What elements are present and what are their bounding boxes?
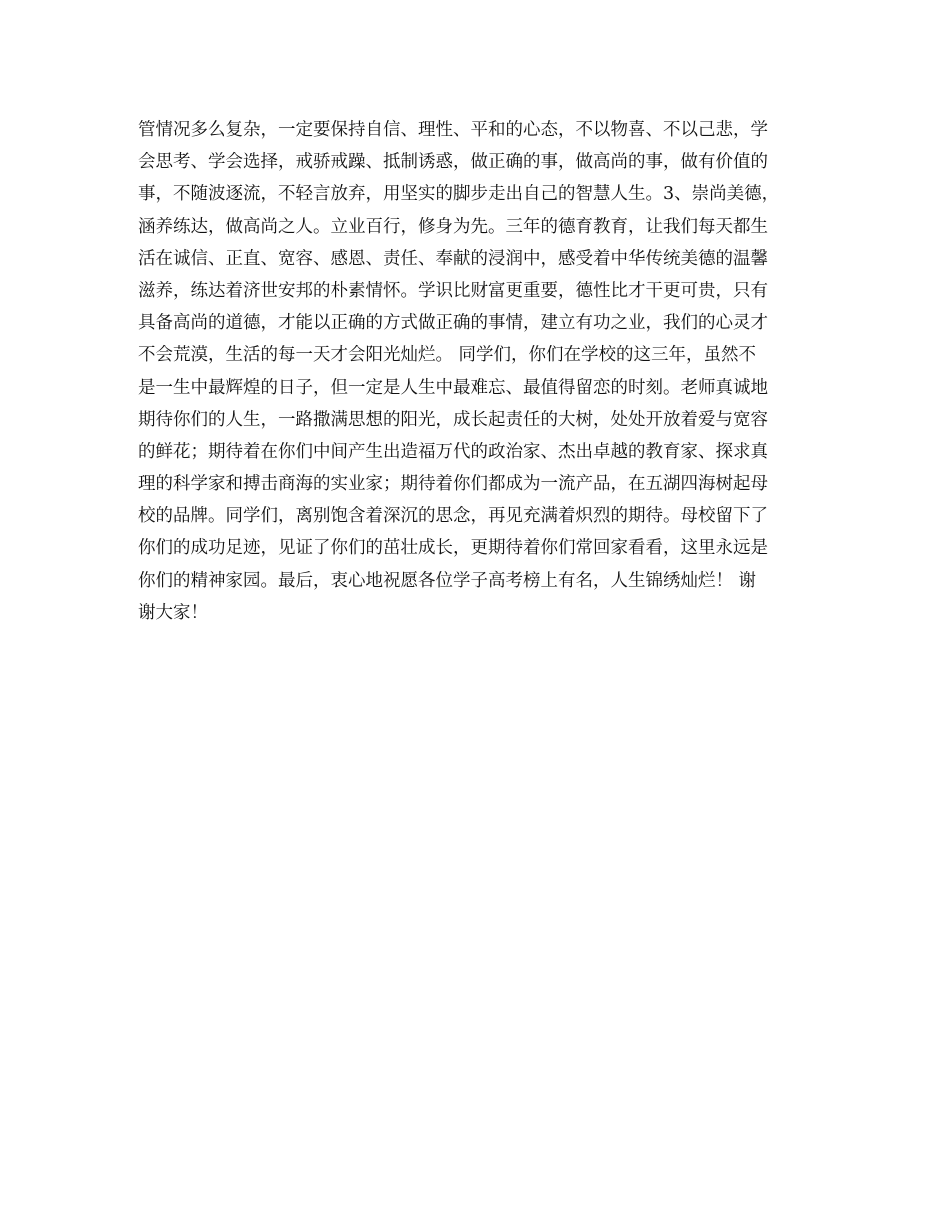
text-line: 活在诚信、正直、宽容、感恩、责任、奉献的浸润中，感受着中华传统美德的温馨	[138, 248, 768, 269]
text-line: 管情况多么复杂，一定要保持自信、理性、平和的心态，不以物喜、不以己悲，学	[138, 120, 768, 140]
text-line: 校的品牌。同学们，离别饱含着深沉的思念，再见充满着炽烈的期待。母校留下了	[138, 506, 768, 527]
text-line: 的鲜花；期待着在你们中间产生出造福万代的政治家、杰出卓越的教育家、探求真	[138, 441, 768, 462]
text-line: 你们的成功足迹，见证了你们的茁壮成长，更期待着你们常回家看看，这里永远是	[138, 538, 768, 559]
text-line: 会思考、学会选择，戒骄戒躁、抵制诱惑，做正确的事，做高尚的事，做有价值的	[138, 152, 768, 173]
text-line: 理的科学家和搏击商海的实业家；期待着你们都成为一流产品，在五湖四海树起母	[138, 474, 768, 495]
text-line: 期待你们的人生，一路撒满思想的阳光，成长起责任的大树，处处开放着爱与宽容	[138, 409, 768, 430]
text-line: 不会荒漠，生活的每一天才会阳光灿烂。 同学们，你们在学校的这三年，虽然不	[138, 345, 757, 366]
text-line: 滋养，练达着济世安邦的朴素情怀。学识比财富更重要，德性比才干更可贵，只有	[138, 280, 768, 301]
text-line: 事，不随波逐流，不轻言放弃，用坚实的脚步走出自己的智慧人生。3、崇尚美德，	[138, 184, 780, 205]
body-text	[138, 114, 818, 629]
text-line: 你们的精神家园。最后，衷心地祝愿各位学子高考榜上有名，人生锦绣灿烂！ 谢	[138, 570, 757, 591]
text-line: 谢大家！	[138, 602, 208, 623]
text-line: 具备高尚的道德，才能以正确的方式做正确的事情，建立有功之业，我们的心灵才	[138, 313, 768, 334]
text-line: 是一生中最辉煌的日子，但一定是人生中最难忘、最值得留恋的时刻。老师真诚地	[138, 377, 768, 398]
text-line: 涵养练达，做高尚之人。立业百行，修身为先。三年的德育教育，让我们每天都生	[138, 216, 768, 237]
